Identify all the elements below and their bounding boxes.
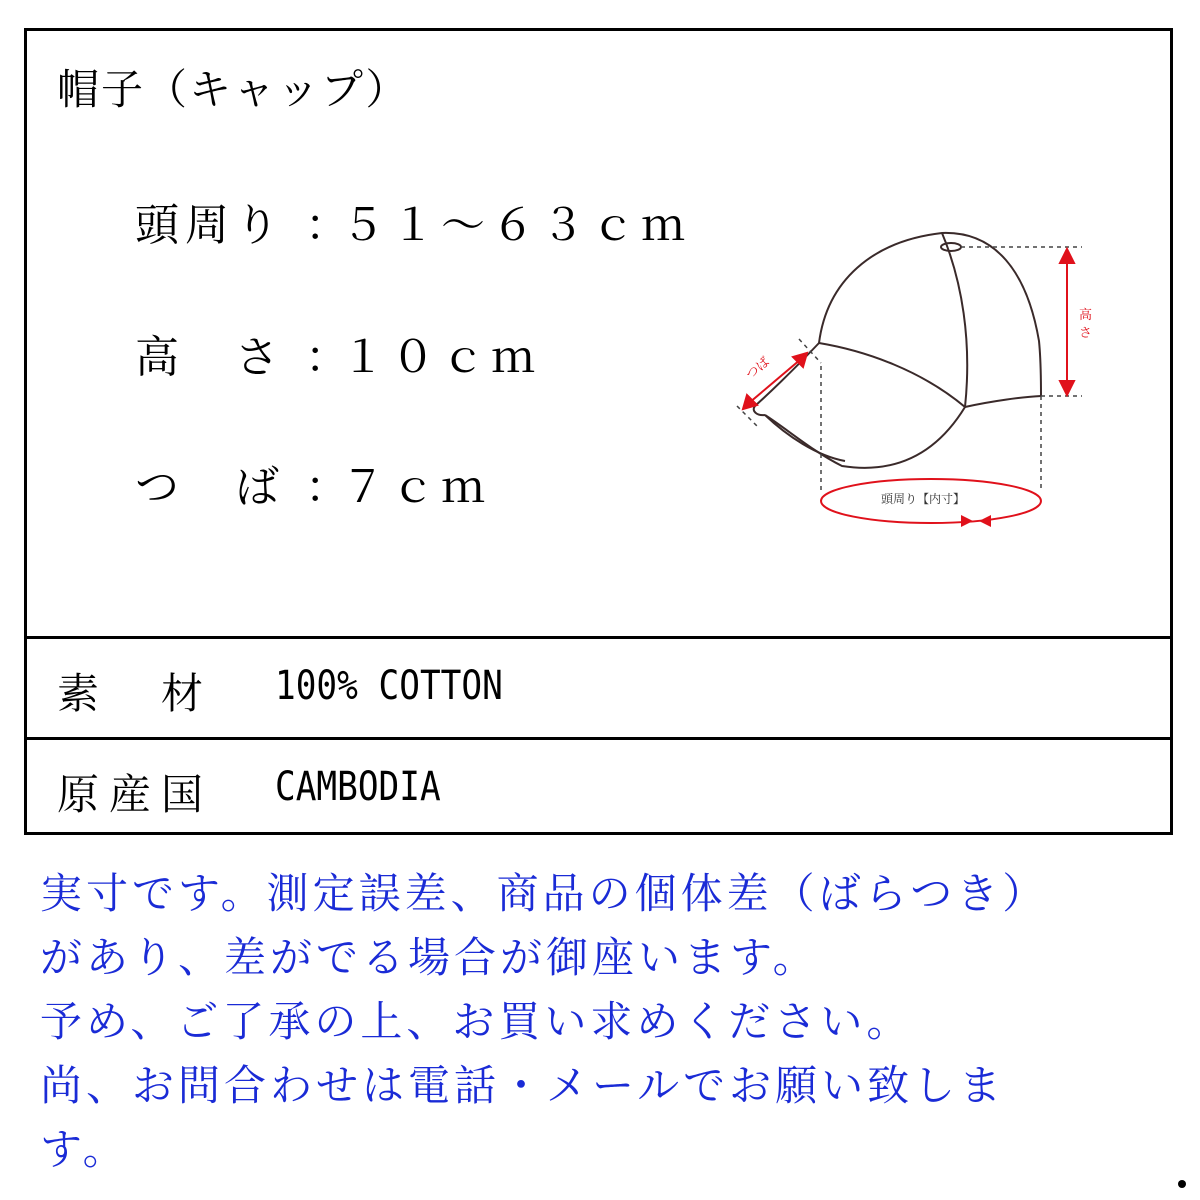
cap-panel-seam [942, 233, 967, 407]
corner-dot [1178, 1180, 1186, 1188]
spec-value: ５１～６３ｃｍ [341, 200, 691, 251]
height-label-2: さ [1079, 326, 1093, 341]
spec-label: 頭周り [135, 200, 285, 251]
spec-row-brim [135, 451, 491, 515]
product-spec-sheet [24, 28, 1173, 835]
spec-label: 高 さ [135, 332, 285, 383]
material-label: 素 材 [57, 669, 214, 718]
origin-value: CAMBODIA [275, 764, 441, 810]
cap-front-seam [819, 343, 965, 407]
notice-line: 尚、お問合わせは電話・メールでお願い致しま [40, 1061, 1006, 1110]
spec-row-height [135, 321, 541, 385]
cap-brim-underside [765, 415, 845, 461]
spec-value: １０ｃｍ [341, 332, 541, 383]
spec-label: つ ば [135, 462, 285, 513]
cap-bottom-edge [765, 407, 965, 468]
cap-button-top [941, 243, 961, 251]
spec-row-head-circumference [135, 189, 691, 253]
origin-row [27, 740, 1170, 832]
notice-line: 予め、ご了承の上、お買い求めください。 [40, 997, 913, 1046]
measurement-notice [40, 862, 1180, 1182]
cap-crown-outline [819, 233, 1041, 396]
spec-colon: ： [305, 332, 355, 383]
origin-label: 原産国 [57, 770, 214, 819]
spec-colon: ： [305, 462, 355, 513]
spec-colon: ： [305, 200, 355, 251]
brim-label: つば [743, 354, 773, 383]
material-row [27, 639, 1170, 740]
notice-line: 実寸です。測定誤差、商品の個体差（ばらつき） [40, 869, 1049, 918]
cap-measurement-diagram [717, 211, 1117, 551]
height-arrow [1060, 249, 1074, 395]
cap-side-seam [965, 396, 1041, 407]
size-spec-section [27, 31, 1170, 639]
circumference-label: 頭周り【内寸】 [881, 492, 966, 506]
product-title: 帽子（キャップ） [57, 65, 410, 114]
height-label-1: 高 [1079, 308, 1093, 323]
spec-value: ７ｃｍ [341, 462, 491, 513]
notice-line: があり、差がでる場合が御座います。 [40, 933, 819, 982]
cap-outline [754, 233, 1041, 468]
material-value: 100% COTTON [275, 663, 503, 709]
notice-line: す。 [40, 1125, 129, 1174]
cap-brim-outline [754, 343, 819, 415]
